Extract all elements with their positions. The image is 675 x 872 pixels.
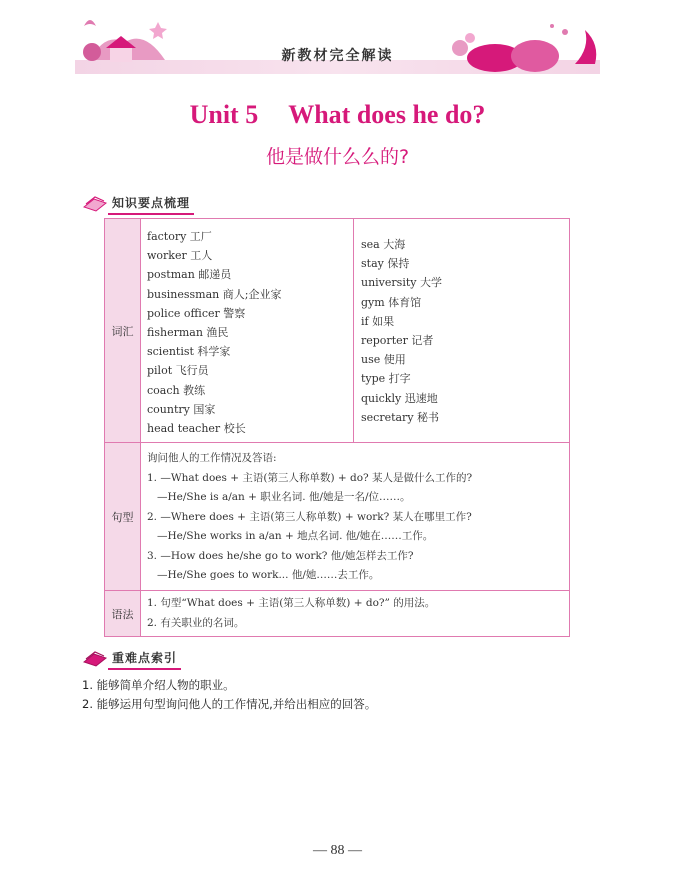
section-knowledge-label: 知识要点梳理 <box>112 195 191 210</box>
vocab-item: quickly 迅速地 <box>361 391 438 405</box>
grammar-line: 2. 有关职业的名词。 <box>147 616 245 629</box>
vocab-column-right <box>361 235 442 427</box>
vocab-item: scientist 科学家 <box>147 345 231 359</box>
vocab-item: secretary 秘书 <box>361 410 440 424</box>
vocab-item: sea 大海 <box>361 238 406 251</box>
grammar-lines <box>147 594 435 633</box>
vocab-item: if 如果 <box>361 314 395 328</box>
vocab-item: stay 保持 <box>361 257 410 271</box>
vocab-divider <box>353 219 354 442</box>
vocab-item: gym 体育馆 <box>361 295 422 309</box>
vocab-item: police officer 警察 <box>147 306 246 320</box>
vocab-item: postman 邮递员 <box>147 268 232 282</box>
vocab-item: country 国家 <box>147 402 216 416</box>
vocab-item: type 打字 <box>361 372 411 386</box>
book-title: 新教材完全解读 <box>281 48 394 64</box>
section-underline <box>108 213 194 215</box>
sentence-body <box>141 443 569 590</box>
vocab-item: worker 工人 <box>147 249 213 263</box>
section-focus-header <box>82 646 177 668</box>
knowledge-table <box>104 218 570 637</box>
section-knowledge-header <box>82 191 190 213</box>
sentence-line: —He/She works in a/an + 地点名词. 他/她在……工作。 <box>157 530 434 542</box>
section-focus-label: 重难点索引 <box>112 650 178 665</box>
vocab-item: pilot 飞行员 <box>147 364 209 378</box>
page-number: — 88 — <box>313 843 362 858</box>
sentence-line: 询问他人的工作情况及答语: <box>147 452 277 464</box>
sentence-line: —He/She is a/an + 职业名词. 他/她是一名/位……。 <box>157 491 411 503</box>
grammar-body <box>141 591 569 636</box>
sentence-label: 句型 <box>105 443 141 590</box>
vocab-item: businessman 商人;企业家 <box>147 287 282 301</box>
unit-subtitle: 他是做什么么的? <box>265 146 410 168</box>
sentence-line: 3. —How does he/she go to work? 他/她怎样去工作? <box>147 549 414 562</box>
unit-title <box>0 100 675 130</box>
vocab-item: use 使用 <box>361 353 406 367</box>
vocab-item: university 大学 <box>361 276 442 290</box>
vocab-body <box>141 219 569 442</box>
sentence-lines <box>147 449 472 586</box>
vocab-item: reporter 记者 <box>361 334 434 348</box>
sentence-row <box>105 443 569 591</box>
vocab-item: fisherman 渔民 <box>147 326 229 340</box>
grammar-label: 语法 <box>105 591 141 636</box>
vocab-label: 词汇 <box>105 219 141 442</box>
vocab-row <box>105 219 569 443</box>
vocab-item: factory 工厂 <box>147 230 212 243</box>
focus-item: 1. 能够简单介绍人物的职业。 <box>82 678 235 692</box>
unit-number: Unit 5 <box>189 100 259 129</box>
book-icon <box>82 646 108 668</box>
sentence-line: —He/She goes to work... 他/她……去工作。 <box>157 569 380 581</box>
grammar-row <box>105 591 569 636</box>
vocab-item: coach 教练 <box>147 383 206 397</box>
section-underline <box>108 668 181 670</box>
book-icon <box>82 191 108 213</box>
vocab-item: head teacher 校长 <box>147 422 246 436</box>
sentence-line: 2. —Where does + 主语(第三人称单数) + work? 某人在哪里工作? <box>147 510 472 523</box>
unit-question: What does he do? <box>288 100 486 129</box>
grammar-line: 1. 句型“What does + 主语(第三人称单数) + do?” 的用法。 <box>147 597 436 609</box>
sentence-line: 1. —What does + 主语(第三人称单数) + do? 某人是做什么工作的? <box>147 471 473 484</box>
vocab-column-left <box>147 227 281 438</box>
focus-item: 2. 能够运用句型询问他人的工作情况,并给出相应的回答。 <box>82 697 377 711</box>
focus-list <box>82 676 376 714</box>
